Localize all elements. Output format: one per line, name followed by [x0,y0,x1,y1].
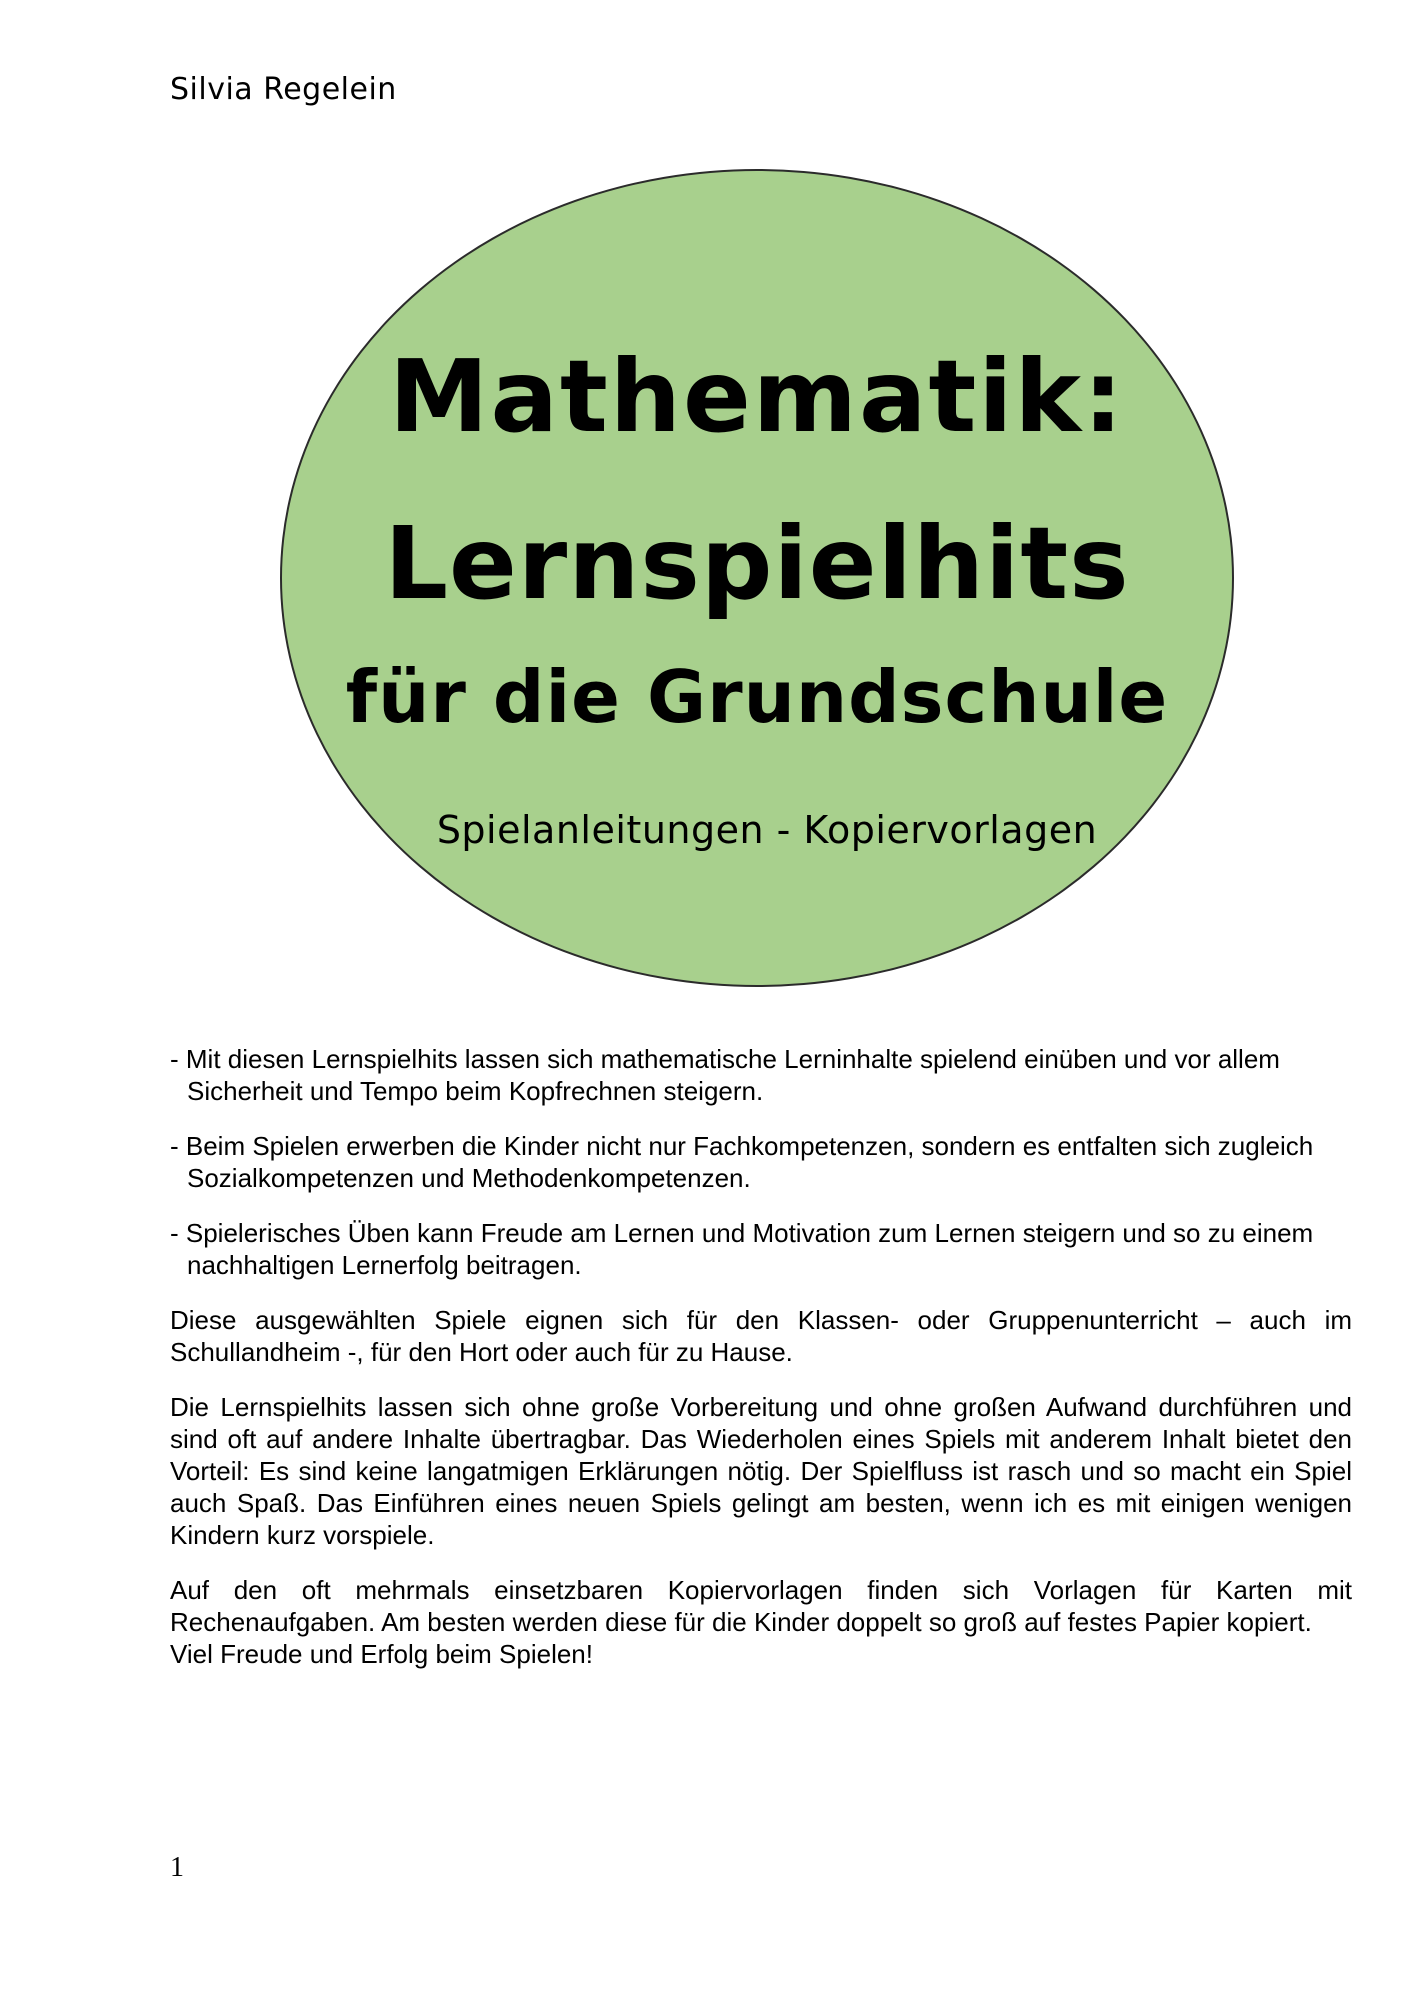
paragraph: Diese ausgewählten Spiele eignen sich für den Klassen- oder Gruppenunterricht – auch im Schullandheim -, für den Hort oder auch für zu Hause. [170,1305,1352,1367]
bullet-item: - Mit diesen Lernspielhits lassen sich mathematische Lerninhalte spielend einüben und vor allem Sicherheit und Tempo beim Kopfrechnen steigern. [170,1044,1280,1106]
bullet-item: - Beim Spielen erwerben die Kinder nicht nur Fachkompetenzen, sondern es entfalten sich zugleich Sozialkompetenzen und Methodenkompetenzen. [170,1131,1314,1193]
title-line-3: für die Grundschule [345,655,1169,739]
subtitle: Spielanleitungen - Kopiervorlagen [436,808,1098,852]
paragraph: Die Lernspielhits lassen sich ohne große Vorbereitung und ohne großen Aufwand durchführen und sind oft auf andere Inhalte übertragbar. Das Wiederholen eines Spiels mit anderem Inhalt bietet den Vorteil: Es sind keine langatmigen Erklärungen nötig. Der Spielfluss ist rasch und so macht ein Spiel auch Spaß. Das Einführen eines neuen Spiels gelingt am besten, wenn ich es mit einigen wenigen Kindern kurz vorspiele. [170,1392,1352,1550]
title-line-2: Lernspielhits [384,505,1130,622]
body-text [170,1043,1352,1670]
author-name: Silvia Regelein [170,72,397,107]
title-line-1: Mathematik: [388,338,1126,455]
page-number: 1 [170,1852,184,1883]
closing-line: Viel Freude und Erfolg beim Spielen! [170,1639,593,1669]
bullet-item: - Spielerisches Üben kann Freude am Lernen und Motivation zum Lernen steigern und so zu einem nachhaltigen Lernerfolg beitragen. [170,1218,1314,1280]
paragraph: Auf den oft mehrmals einsetzbaren Kopiervorlagen finden sich Vorlagen für Karten mit Rechenaufgaben. Am besten werden diese für die Kinder doppelt so groß auf festes Papier kopiert. [170,1575,1352,1637]
